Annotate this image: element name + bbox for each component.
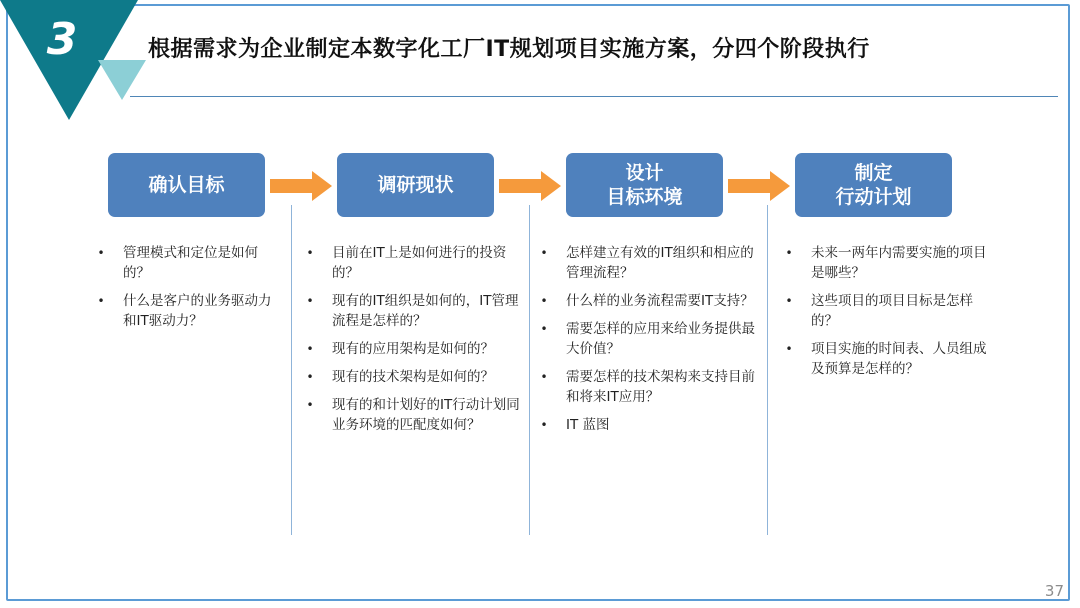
bullet-icon: • [540,246,548,260]
page-number: 37 [1044,582,1064,600]
bullet-icon: • [306,342,314,356]
list-item [538,319,760,359]
title-divider [130,96,1058,97]
stage-4-box: 制定 行动计划 [795,153,952,217]
page-title: 根据需求为企业制定本数字化工厂IT规划项目实施方案，分四个阶段执行 [148,37,870,62]
list-item-text: 怎样建立有效的IT组织和相应的管理流程？ [566,245,754,281]
list-item-text: 什么样的业务流程需要IT支持？ [566,293,754,309]
section-number: 3 [46,14,78,65]
list-item-text: 现有的和计划好的IT行动计划同业务环境的匹配度如何？ [332,397,520,433]
bullet-icon: • [306,370,314,384]
bullet-icon: • [540,418,548,432]
list-item-text: 管理模式和定位是如何的？ [123,245,258,281]
list-item-text: 需要怎样的应用来给业务提供最大价值？ [566,321,755,357]
list-item-text: 需要怎样的技术架构来支持目前和将来IT应用？ [566,369,755,405]
list-item-text: 未来一两年内需要实施的项目是哪些？ [811,245,987,281]
list-item-text: 这些项目的项目目标是怎样的？ [811,293,973,329]
list-item [304,395,524,435]
bullet-icon: • [540,294,548,308]
list-item-text: 什么是客户的业务驱动力和IT驱动力？ [123,293,272,329]
list-item [783,339,998,379]
column-divider [291,205,292,535]
bullet-icon: • [540,370,548,384]
column-divider [767,205,768,535]
list-item [538,415,760,435]
stage-2-box: 调研现状 [337,153,494,217]
bullet-icon: • [785,342,793,356]
stage-3-box: 设计 目标环境 [566,153,723,217]
list-item [538,291,760,311]
stage-3-question-list [538,243,760,443]
list-item [304,243,524,283]
list-item-text: 现有的应用架构是如何的？ [332,341,494,357]
bullet-icon: • [97,246,105,260]
list-item [783,291,998,331]
stage-4-question-list [783,243,998,387]
bullet-icon: • [785,246,793,260]
list-item-text: 项目实施的时间表、人员组成及预算是怎样的？ [811,341,987,377]
bullet-icon: • [306,398,314,412]
bullet-icon: • [306,246,314,260]
list-item-text: IT 蓝图 [566,417,610,433]
bullet-icon: • [97,294,105,308]
list-item-text: 现有的技术架构是如何的？ [332,369,494,385]
stage-2-question-list [304,243,524,443]
list-item [538,243,760,283]
list-item [538,367,760,407]
arrow-right-icon [270,171,332,201]
list-item [783,243,998,283]
list-item-text: 现有的IT组织是如何的，IT管理流程是怎样的？ [332,293,519,329]
list-item [304,367,524,387]
stage-1-box: 确认目标 [108,153,265,217]
list-item-text: 目前在IT上是如何进行的投资的？ [332,245,507,281]
arrow-right-icon [728,171,790,201]
list-item [304,339,524,359]
bullet-icon: • [785,294,793,308]
arrow-right-icon [499,171,561,201]
bullet-icon: • [306,294,314,308]
list-item [95,291,275,331]
list-item [95,243,275,283]
list-item [304,291,524,331]
bullet-icon: • [540,322,548,336]
stage-1-question-list [95,243,275,339]
column-divider [529,205,530,535]
